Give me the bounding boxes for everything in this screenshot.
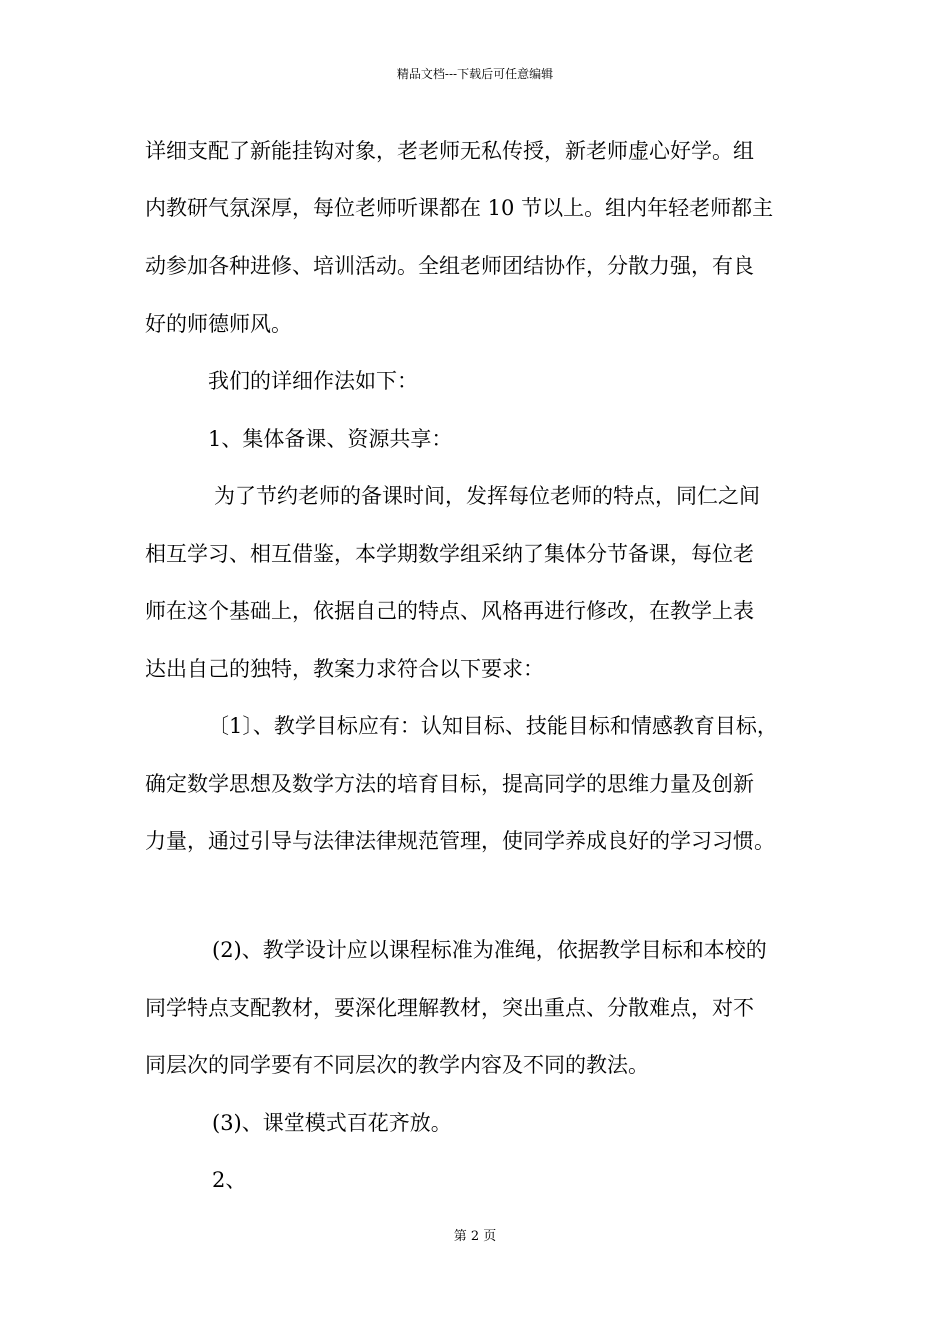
text-line: 2、 [212, 1168, 247, 1192]
text-line: 达出自己的独特，教案力求符合以下要求： [145, 657, 544, 681]
text-line: 师在这个基础上，依据自己的特点、风格再进行修改，在教学上表 [145, 599, 754, 623]
text-line: 我们的详细作法如下： [208, 369, 418, 393]
text-line: 内教研气氛深厚，每位老师听课都在 10 节以上。组内年轻老师都主 [145, 196, 774, 220]
page-header: 精品文档---下载后可任意编辑 [396, 67, 554, 81]
text-line: 力量，通过引导与法律法律规范管理，使同学养成良好的学习习惯。 [145, 829, 775, 853]
text-line: 动参加各种进修、培训活动。全组老师团结协作，分散力强，有良 [145, 254, 754, 278]
text-line: 确定数学思想及数学方法的培育目标，提高同学的思维力量及创新 [145, 772, 754, 796]
page-number: 第 2 页 [453, 1229, 497, 1244]
text-line: (2)、教学设计应以课程标准为准绳，依据教学目标和本校的 [212, 938, 767, 962]
text-line: 相互学习、相互借鉴，本学期数学组采纳了集体分节备课，每位老 [145, 542, 754, 566]
text-line: 详细支配了新能挂钩对象，老老师无私传授，新老师虚心好学。组 [145, 139, 754, 163]
text-line: 好的师德师风。 [145, 312, 292, 336]
text-line: 同学特点支配教材，要深化理解教材，突出重点、分散难点，对不 [145, 996, 754, 1020]
text-line: 1、集体备课、资源共享： [208, 427, 453, 451]
text-line: 同层次的同学要有不同层次的教学内容及不同的教法。 [145, 1053, 649, 1077]
text-line: 为了节约老师的备课时间，发挥每位老师的特点，同仁之间 [214, 484, 760, 508]
text-line: 〔1〕、教学目标应有：认知目标、技能目标和情感教育目标， [208, 714, 778, 738]
text-line: (3)、课堂模式百花齐放。 [212, 1111, 452, 1135]
